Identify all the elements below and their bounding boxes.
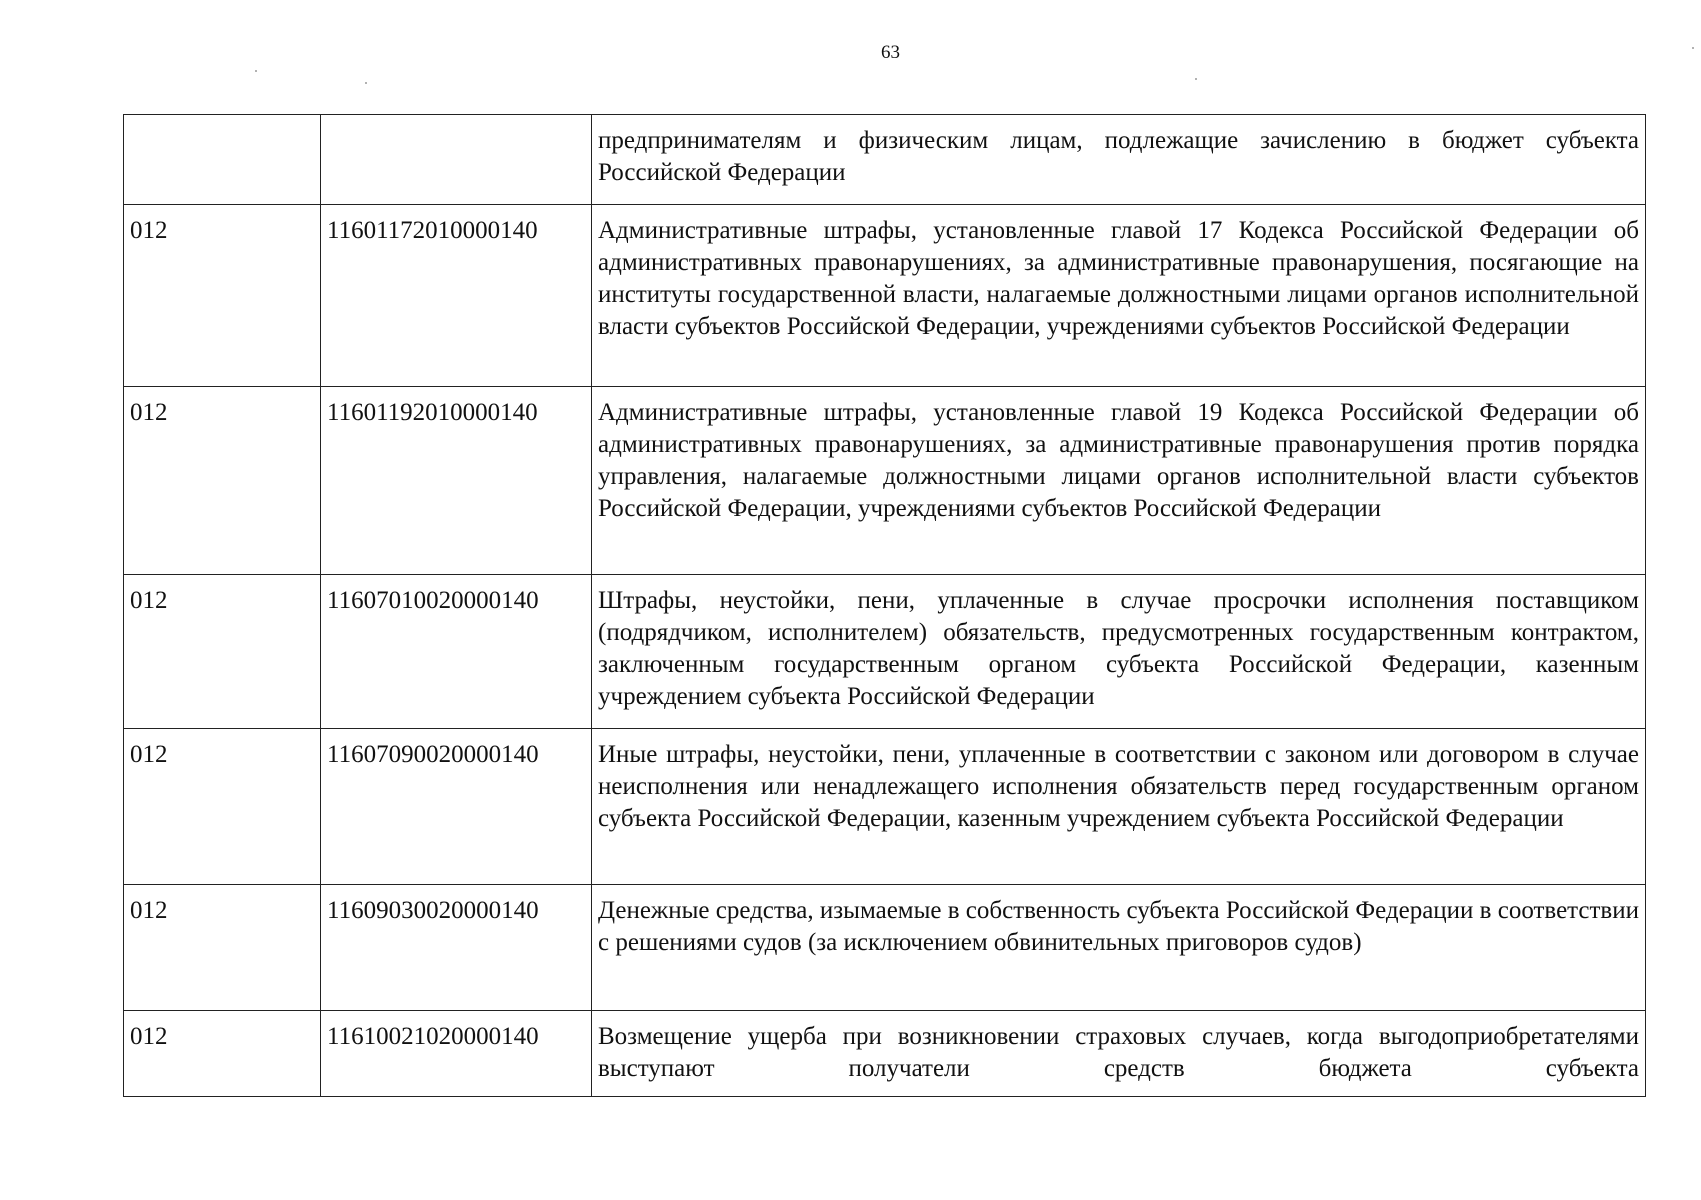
description-cell: Денежные средства, изымаемые в собственность субъекта Российской Федерации в соответствии с решениями судов (за исключением обвинительных приговоров судов): [592, 885, 1646, 1011]
admin-code-cell: 012: [124, 729, 321, 885]
table-row: [124, 115, 1646, 205]
description-cell: предпринимателям и физическим лицам, подлежащие зачислению в бюджет субъекта Российской Федерации: [592, 115, 1646, 205]
budget-code-cell: 11601172010000140: [321, 205, 592, 387]
admin-code-cell: [124, 115, 321, 205]
admin-code-cell: 012: [124, 575, 321, 729]
description-cell: Административные штрафы, установленные главой 19 Кодекса Российской Федерации об административных правонарушениях, за административные правонарушения против порядка управления, налагаемые должностными лицами органов исполнительной власти субъектов Российской Федерации, учреждениями субъектов Российской Федерации: [592, 387, 1646, 575]
admin-code-cell: 012: [124, 1011, 321, 1097]
admin-code-cell: 012: [124, 885, 321, 1011]
budget-code-cell: 11607010020000140: [321, 575, 592, 729]
table-row: [124, 205, 1646, 387]
table-row: [124, 885, 1646, 1011]
table-row: [124, 729, 1646, 885]
admin-code-cell: 012: [124, 387, 321, 575]
description-cell: Иные штрафы, неустойки, пени, уплаченные в соответствии с законом или договором в случае неисполнения или ненадлежащего исполнения обязательств перед государственным органом субъекта Российской Федерации, казенным учреждением субъекта Российской Федерации: [592, 729, 1646, 885]
table-row: [124, 1011, 1646, 1097]
budget-code-cell: 11607090020000140: [321, 729, 592, 885]
description-cell: Административные штрафы, установленные главой 17 Кодекса Российской Федерации об административных правонарушениях, за административные правонарушения, посягающие на институты государственной власти, налагаемые должностными лицами органов исполнительной власти субъектов Российской Федерации, учреждениями субъектов Российской Федерации: [592, 205, 1646, 387]
scan-speck: [365, 82, 367, 84]
budget-code-cell: 11610021020000140: [321, 1011, 592, 1097]
budget-code-cell: 11601192010000140: [321, 387, 592, 575]
scan-speck: [1692, 47, 1694, 49]
scan-speck: [1195, 78, 1197, 80]
description-cell: Штрафы, неустойки, пени, уплаченные в случае просрочки исполнения поставщиком (подрядчиком, исполнителем) обязательств, предусмотренных государственным контрактом, заключенным государственным органом субъекта Российской Федерации, казенным учреждением субъекта Российской Федерации: [592, 575, 1646, 729]
budget-code-cell: [321, 115, 592, 205]
budget-revenue-table: [123, 114, 1646, 1097]
page-number: 63: [881, 42, 900, 63]
scan-speck: [255, 70, 257, 72]
description-cell: Возмещение ущерба при возникновении страховых случаев, когда выгодоприобретателями выступают получатели средств бюджета субъекта: [592, 1011, 1646, 1097]
table-row: [124, 387, 1646, 575]
admin-code-cell: 012: [124, 205, 321, 387]
table-row: [124, 575, 1646, 729]
budget-code-cell: 11609030020000140: [321, 885, 592, 1011]
